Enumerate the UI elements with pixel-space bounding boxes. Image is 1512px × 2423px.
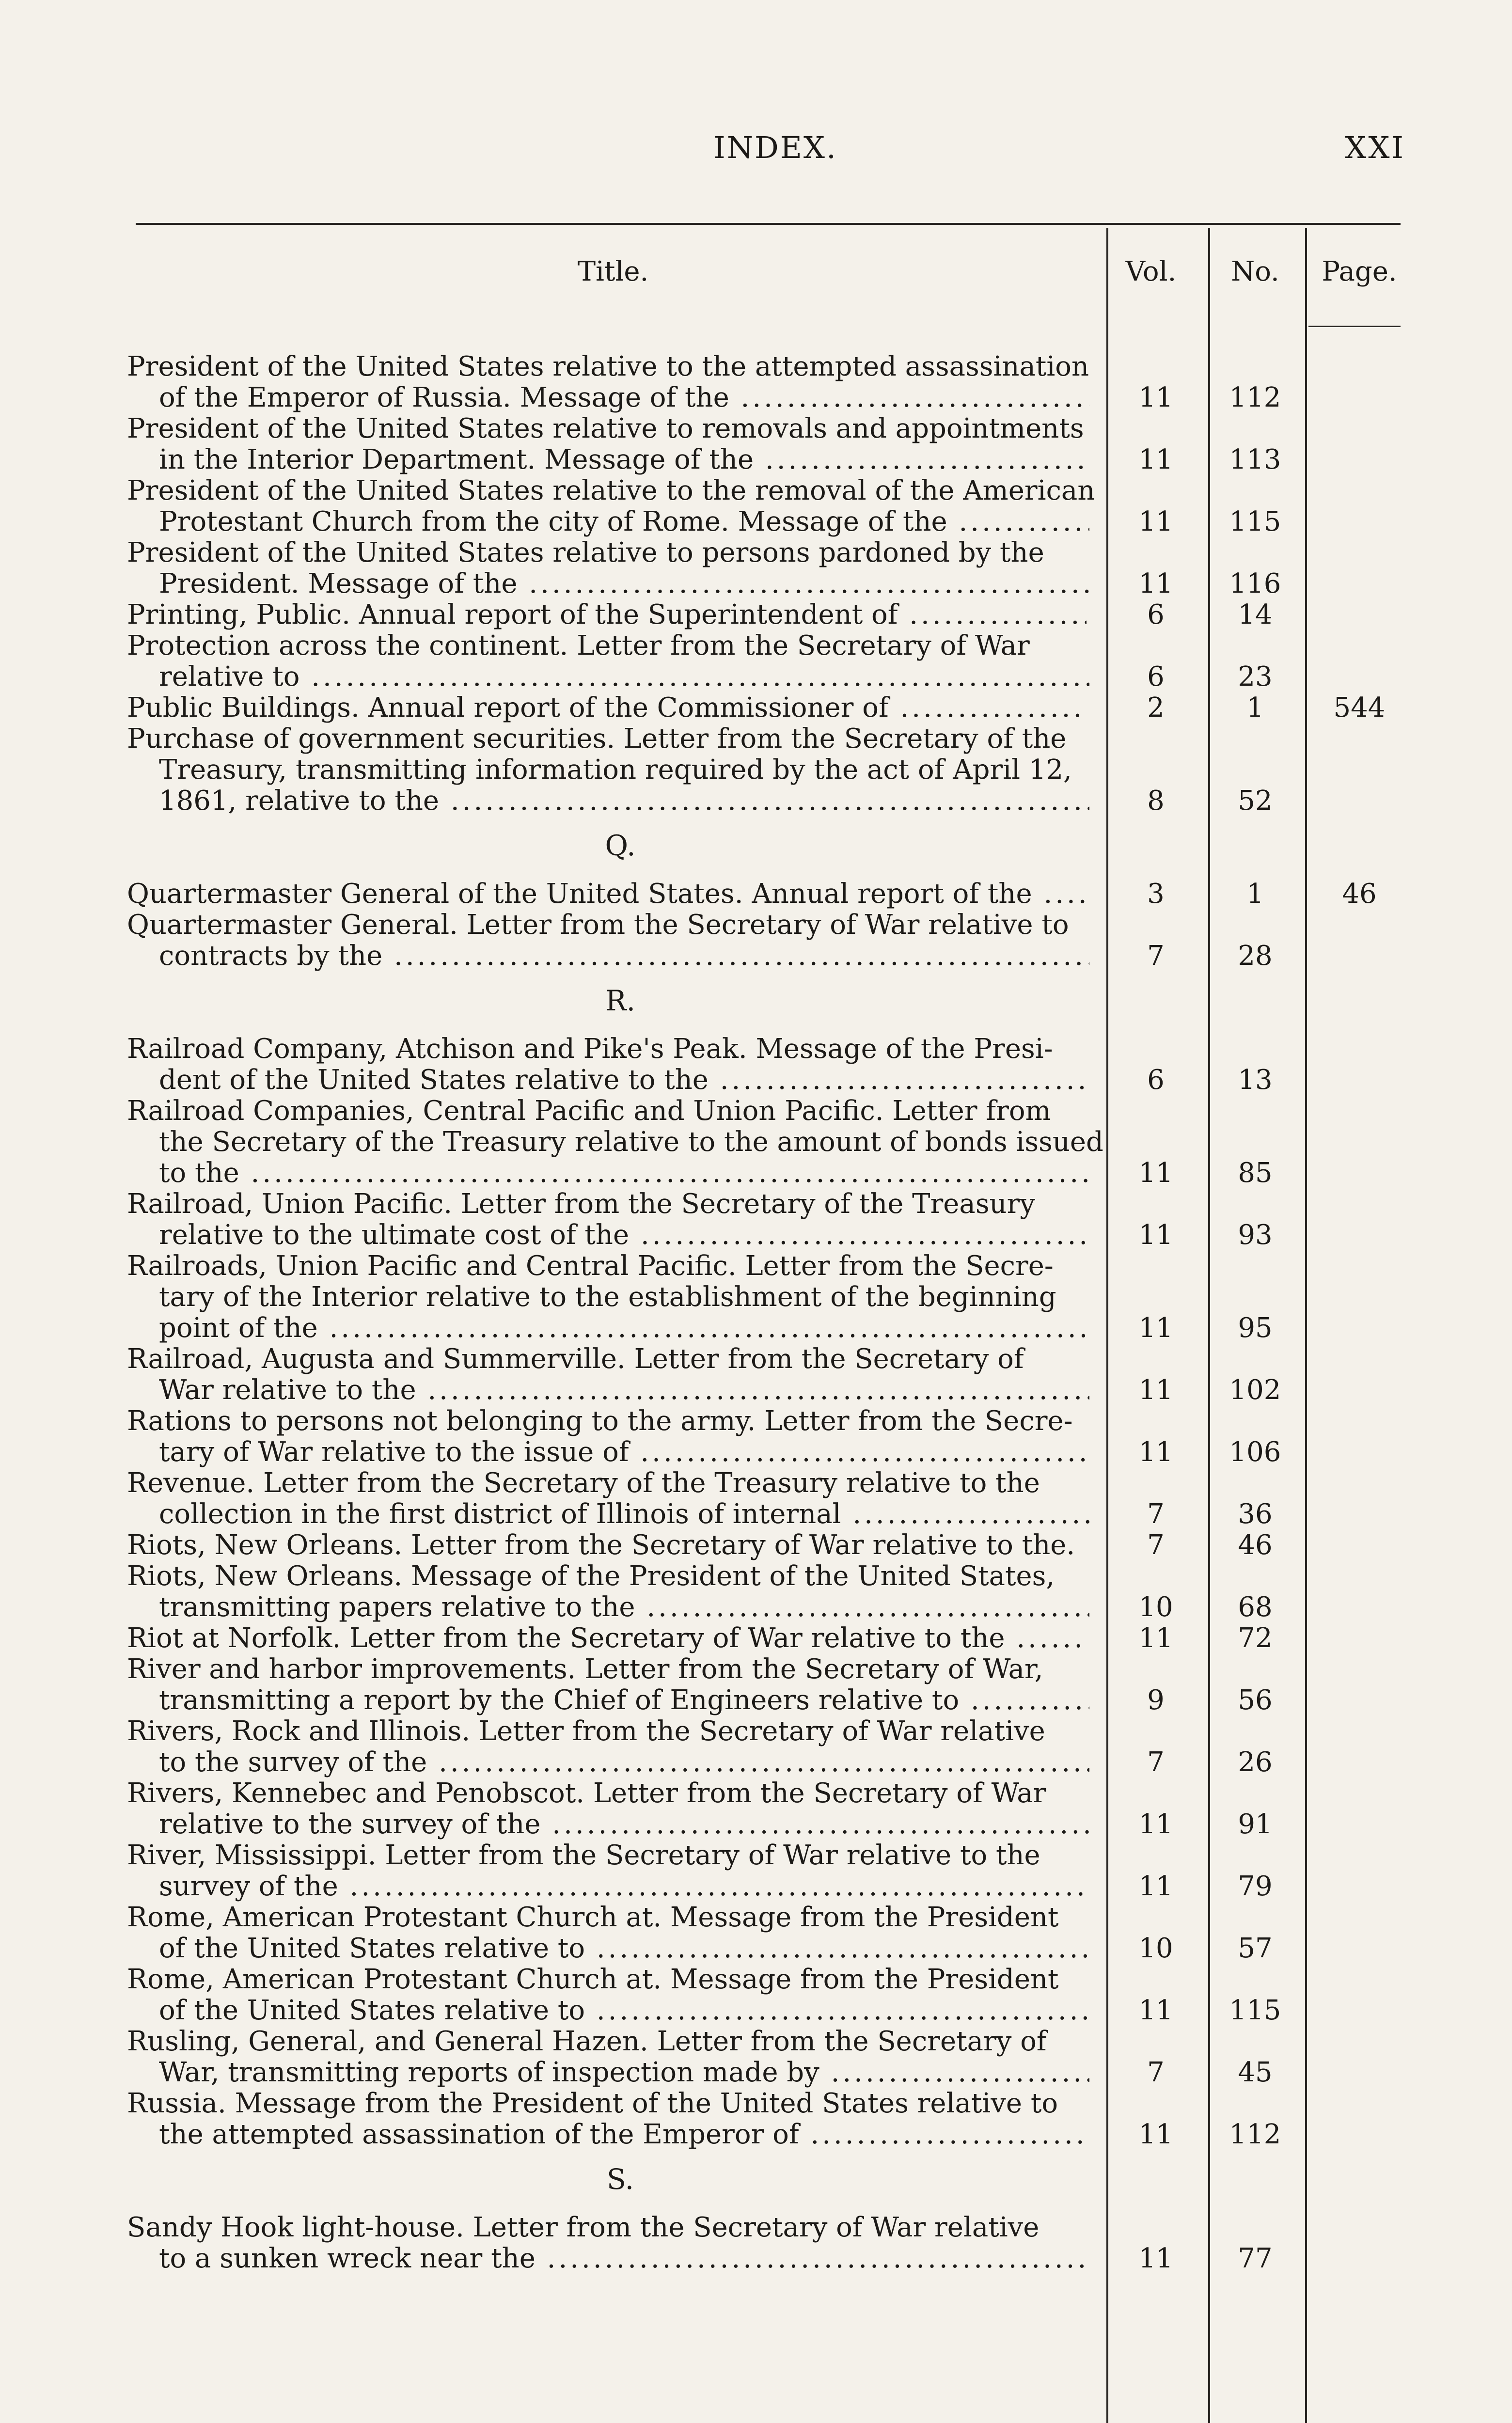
- entry-number: 77: [1238, 2243, 1273, 2274]
- entry-volume: 10: [1138, 1591, 1173, 1623]
- entry-number: 93: [1238, 1219, 1273, 1251]
- section-letter-text: R.: [605, 984, 636, 1017]
- entry-line: [0, 1468, 1512, 1499]
- entry-line: [0, 1747, 1512, 1778]
- entry-line: [0, 2057, 1512, 2088]
- entry-number: 116: [1229, 568, 1281, 599]
- entry-number: 91: [1238, 1809, 1273, 1840]
- entry-text: Rivers, Kennebec and Penobscot. Letter from the Secretary of War: [127, 1778, 1046, 1809]
- index-entry: [0, 1468, 1512, 1530]
- index-entry: [0, 1623, 1512, 1654]
- index-entry: [0, 2212, 1512, 2274]
- entry-volume: 7: [1147, 940, 1165, 972]
- entry-number: 68: [1238, 1591, 1273, 1623]
- entry-text: Riots, New Orleans. Letter from the Secretary of War relative to the. .....: [127, 1530, 1087, 1561]
- entry-number: 56: [1238, 1684, 1273, 1716]
- section-letter-text: S.: [606, 2163, 634, 2196]
- entry-number: 57: [1238, 1933, 1273, 1964]
- entry-line: [0, 1871, 1512, 1902]
- entry-text: of the United States relative to .....: [159, 1995, 1089, 2026]
- entry-line: [0, 1623, 1512, 1654]
- index-entry: [0, 1406, 1512, 1468]
- entry-volume: 2: [1147, 692, 1165, 724]
- column-header-vol: Vol.: [1125, 256, 1177, 287]
- entry-line: [0, 1933, 1512, 1964]
- entry-number: 46: [1238, 1529, 1273, 1561]
- entry-line: [0, 1189, 1512, 1220]
- index-entry: [0, 1561, 1512, 1623]
- entry-number: 52: [1238, 785, 1273, 817]
- index-entry: [0, 692, 1512, 724]
- entry-volume: 11: [1138, 1157, 1173, 1189]
- entry-text: President of the United States relative to removals and appointments: [127, 413, 1084, 444]
- entry-text: Printing, Public. Annual report of the Superintendent of .....: [127, 599, 1087, 630]
- entry-number: 95: [1238, 1312, 1273, 1344]
- entry-number: 72: [1238, 1622, 1273, 1654]
- entry-volume: 7: [1147, 1529, 1165, 1561]
- entry-line: [0, 2119, 1512, 2150]
- entry-text: War relative to the .....: [159, 1375, 1089, 1406]
- index-entry: [0, 1034, 1512, 1096]
- index-entry: [0, 879, 1512, 910]
- header-rule: [1308, 326, 1401, 327]
- entry-text: President of the United States relative to the removal of the American: [127, 475, 1095, 506]
- entry-line: [0, 692, 1512, 724]
- entry-line: [0, 1127, 1512, 1158]
- entry-volume: 11: [1138, 568, 1173, 599]
- entry-text: River and harbor improvements. Letter from the Secretary of War,: [127, 1653, 1043, 1685]
- entry-line: [0, 2243, 1512, 2274]
- page-header: [0, 130, 1512, 173]
- entry-line: [0, 351, 1512, 382]
- entry-line: [0, 661, 1512, 692]
- entry-line: [0, 1282, 1512, 1313]
- entry-text: Protestant Church from the city of Rome. Message of the .....: [159, 506, 1089, 537]
- entry-text: tary of War relative to the issue of .....: [159, 1437, 1089, 1468]
- entry-volume: 11: [1138, 1995, 1173, 2026]
- entry-text: Quartermaster General. Letter from the Secretary of War relative to: [127, 909, 1069, 941]
- index-entry: [0, 724, 1512, 817]
- entry-line: [0, 2088, 1512, 2119]
- entry-text: of the United States relative to .....: [159, 1933, 1089, 1964]
- entry-line: [0, 1375, 1512, 1406]
- column-header-no: No.: [1231, 256, 1279, 287]
- entry-text: 1861, relative to the .....: [159, 786, 1089, 817]
- entry-text: Quartermaster General of the United States. Annual report of the .....: [127, 879, 1087, 910]
- entry-text: President. Message of the .....: [159, 568, 1089, 599]
- entry-text: tary of the Interior relative to the establishment of the beginning: [159, 1281, 1056, 1313]
- index-entry: [0, 1530, 1512, 1561]
- entry-text: dent of the United States relative to the .....: [159, 1065, 1089, 1096]
- entry-number: 23: [1238, 661, 1273, 692]
- entry-text: Sandy Hook light-house. Letter from the Secretary of War relative: [127, 2212, 1040, 2243]
- index-entry: [0, 1778, 1512, 1840]
- entry-volume: 11: [1138, 382, 1173, 413]
- index-entry: [0, 2088, 1512, 2150]
- entry-text: survey of the .....: [159, 1871, 1089, 1902]
- entry-text: Rome, American Protestant Church at. Message from the President: [127, 1964, 1059, 1995]
- entry-page: 544: [1333, 692, 1386, 724]
- entry-text: Rivers, Rock and Illinois. Letter from the Secretary of War relative: [127, 1715, 1045, 1747]
- entry-number: 1: [1246, 692, 1264, 724]
- entry-line: [0, 1592, 1512, 1623]
- entry-text: Rome, American Protestant Church at. Message from the President: [127, 1902, 1059, 1933]
- entry-volume: 11: [1138, 506, 1173, 537]
- entry-text: to the survey of the .....: [159, 1747, 1089, 1778]
- entry-text: to the .....: [159, 1158, 1089, 1189]
- index-entries: [0, 351, 1512, 2274]
- entry-text: Railroad, Union Pacific. Letter from the Secretary of the Treasury: [127, 1188, 1036, 1220]
- entry-number: 26: [1238, 1746, 1273, 1778]
- entry-volume: 7: [1147, 1498, 1165, 1530]
- index-entry: [0, 1964, 1512, 2026]
- entry-text: River, Mississippi. Letter from the Secretary of War relative to the: [127, 1840, 1040, 1871]
- entry-text: transmitting papers relative to the .....: [159, 1592, 1089, 1623]
- entry-line: [0, 724, 1512, 755]
- section-letter: [0, 2150, 1512, 2212]
- entry-text: Railroad Companies, Central Pacific and Union Pacific. Letter from: [127, 1095, 1051, 1127]
- entry-volume: 9: [1147, 1684, 1165, 1716]
- entry-number: 36: [1238, 1498, 1273, 1530]
- entry-volume: 10: [1138, 1933, 1173, 1964]
- entry-volume: 7: [1147, 1746, 1165, 1778]
- entry-text: Railroads, Union Pacific and Central Pacific. Letter from the Secre-: [127, 1250, 1054, 1282]
- section-letter: [0, 972, 1512, 1034]
- entry-line: [0, 1437, 1512, 1468]
- entry-line: [0, 1964, 1512, 1995]
- index-entry: [0, 1096, 1512, 1189]
- entry-volume: 11: [1138, 1374, 1173, 1406]
- entry-text: Riots, New Orleans. Message of the President of the United States,: [127, 1560, 1055, 1592]
- entry-text: point of the .....: [159, 1313, 1089, 1344]
- entry-text: transmitting a report by the Chief of Engineers relative to .....: [159, 1685, 1089, 1716]
- entry-line: [0, 537, 1512, 568]
- index-entry: [0, 1344, 1512, 1406]
- entry-line: [0, 879, 1512, 910]
- entry-volume: 6: [1147, 1064, 1165, 1096]
- entry-volume: 11: [1138, 1436, 1173, 1468]
- entry-line: [0, 2212, 1512, 2243]
- entry-line: [0, 1096, 1512, 1127]
- entry-text: relative to the survey of the .....: [159, 1809, 1089, 1840]
- entry-line: [0, 475, 1512, 506]
- index-entry: [0, 475, 1512, 537]
- entry-line: [0, 506, 1512, 537]
- entry-line: [0, 2026, 1512, 2057]
- entry-line: [0, 1809, 1512, 1840]
- entry-line: [0, 910, 1512, 941]
- entry-line: [0, 941, 1512, 972]
- entry-text: Railroad, Augusta and Summerville. Letter from the Secretary of: [127, 1343, 1024, 1375]
- entry-volume: 11: [1138, 1871, 1173, 1902]
- entry-text: President of the United States relative to persons pardoned by the: [127, 537, 1044, 568]
- entry-text: of the Emperor of Russia. Message of the .....: [159, 382, 1089, 413]
- entry-volume: 11: [1138, 1622, 1173, 1654]
- entry-number: 1: [1246, 878, 1264, 910]
- entry-volume: 11: [1138, 2119, 1173, 2150]
- entry-text: Railroad Company, Atchison and Pike's Peak. Message of the Presi-: [127, 1033, 1053, 1065]
- index-entry: [0, 910, 1512, 972]
- entry-line: [0, 1654, 1512, 1685]
- entry-number: 102: [1229, 1374, 1281, 1406]
- entry-line: [0, 630, 1512, 661]
- top-rule: [136, 223, 1401, 225]
- entry-line: [0, 1778, 1512, 1809]
- entry-text: collection in the first district of Illinois of internal .....: [159, 1499, 1089, 1530]
- entry-text: relative to the ultimate cost of the .....: [159, 1220, 1089, 1251]
- entry-volume: 11: [1138, 2243, 1173, 2274]
- index-entry: [0, 630, 1512, 692]
- entry-number: 28: [1238, 940, 1273, 972]
- entry-text: relative to .....: [159, 661, 1089, 692]
- entry-line: [0, 786, 1512, 817]
- entry-number: 112: [1229, 2119, 1281, 2150]
- entry-text: in the Interior Department. Message of the .....: [159, 444, 1089, 475]
- entry-line: [0, 1065, 1512, 1096]
- entry-volume: 11: [1138, 1312, 1173, 1344]
- entry-text: War, transmitting reports of inspection made by .....: [159, 2057, 1089, 2088]
- entry-line: [0, 1158, 1512, 1189]
- index-entry: [0, 413, 1512, 475]
- entry-volume: 8: [1147, 785, 1165, 817]
- section-letter: [0, 817, 1512, 879]
- entry-line: [0, 1499, 1512, 1530]
- entry-number: 79: [1238, 1871, 1273, 1902]
- index-entry: [0, 351, 1512, 413]
- index-entry: [0, 1902, 1512, 1964]
- entry-line: [0, 1251, 1512, 1282]
- index-entry: [0, 599, 1512, 630]
- entry-line: [0, 568, 1512, 599]
- entry-page: 46: [1342, 878, 1377, 910]
- entry-number: 115: [1229, 1995, 1281, 2026]
- entry-number: 45: [1238, 2057, 1273, 2088]
- entry-line: [0, 444, 1512, 475]
- index-entry: [0, 1840, 1512, 1902]
- running-title: INDEX.: [713, 130, 837, 165]
- page-numeral: XXI: [1345, 130, 1405, 165]
- entry-line: [0, 382, 1512, 413]
- index-entry: [0, 1189, 1512, 1251]
- entry-line: [0, 599, 1512, 630]
- entry-volume: 6: [1147, 599, 1165, 630]
- index-entry: [0, 1251, 1512, 1344]
- entry-line: [0, 755, 1512, 786]
- entry-text: Public Buildings. Annual report of the Commissioner of .....: [127, 692, 1087, 724]
- entry-text: President of the United States relative to the attempted assassination: [127, 351, 1089, 382]
- entry-text: Rusling, General, and General Hazen. Letter from the Secretary of: [127, 2026, 1047, 2057]
- entry-number: 113: [1229, 444, 1281, 475]
- entry-line: [0, 1902, 1512, 1933]
- entry-number: 112: [1229, 382, 1281, 413]
- entry-text: Treasury, transmitting information required by the act of April 12,: [159, 754, 1072, 786]
- section-letter-text: Q.: [605, 829, 636, 862]
- entry-line: [0, 1220, 1512, 1251]
- entry-line: [0, 1313, 1512, 1344]
- entry-line: [0, 1344, 1512, 1375]
- entry-text: Purchase of government securities. Letter from the Secretary of the: [127, 723, 1067, 755]
- column-header-title: Title.: [577, 256, 649, 287]
- index-entry: [0, 537, 1512, 599]
- entry-text: Russia. Message from the President of the United States relative to: [127, 2088, 1058, 2119]
- entry-text: Riot at Norfolk. Letter from the Secretary of War relative to the .....: [127, 1623, 1087, 1654]
- entry-volume: 6: [1147, 661, 1165, 692]
- entry-line: [0, 1716, 1512, 1747]
- index-entry: [0, 1654, 1512, 1716]
- entry-line: [0, 1406, 1512, 1437]
- entry-number: 106: [1229, 1436, 1281, 1468]
- index-entry: [0, 1716, 1512, 1778]
- column-header-page: Page.: [1322, 256, 1397, 287]
- index-entry: [0, 2026, 1512, 2088]
- entry-volume: 7: [1147, 2057, 1165, 2088]
- entry-number: 85: [1238, 1157, 1273, 1189]
- entry-volume: 11: [1138, 1809, 1173, 1840]
- entry-line: [0, 1530, 1512, 1561]
- entry-line: [0, 1034, 1512, 1065]
- entry-text: contracts by the .....: [159, 941, 1089, 972]
- entry-number: 14: [1238, 599, 1273, 630]
- entry-volume: 11: [1138, 1219, 1173, 1251]
- entry-number: 115: [1229, 506, 1281, 537]
- entry-text: the attempted assassination of the Emperor of .....: [159, 2119, 1089, 2150]
- entry-line: [0, 413, 1512, 444]
- entry-volume: 3: [1147, 878, 1165, 910]
- entry-number: 13: [1238, 1064, 1273, 1096]
- entry-text: Protection across the continent. Letter from the Secretary of War: [127, 630, 1030, 661]
- entry-text: the Secretary of the Treasury relative to the amount of bonds issued: [159, 1126, 1103, 1158]
- entry-line: [0, 1995, 1512, 2026]
- entry-text: to a sunken wreck near the .....: [159, 2243, 1089, 2274]
- entry-text: Revenue. Letter from the Secretary of the Treasury relative to the: [127, 1467, 1040, 1499]
- entry-volume: 11: [1138, 444, 1173, 475]
- entry-line: [0, 1561, 1512, 1592]
- entry-text: Rations to persons not belonging to the army. Letter from the Secre-: [127, 1405, 1073, 1437]
- entry-line: [0, 1840, 1512, 1871]
- entry-line: [0, 1685, 1512, 1716]
